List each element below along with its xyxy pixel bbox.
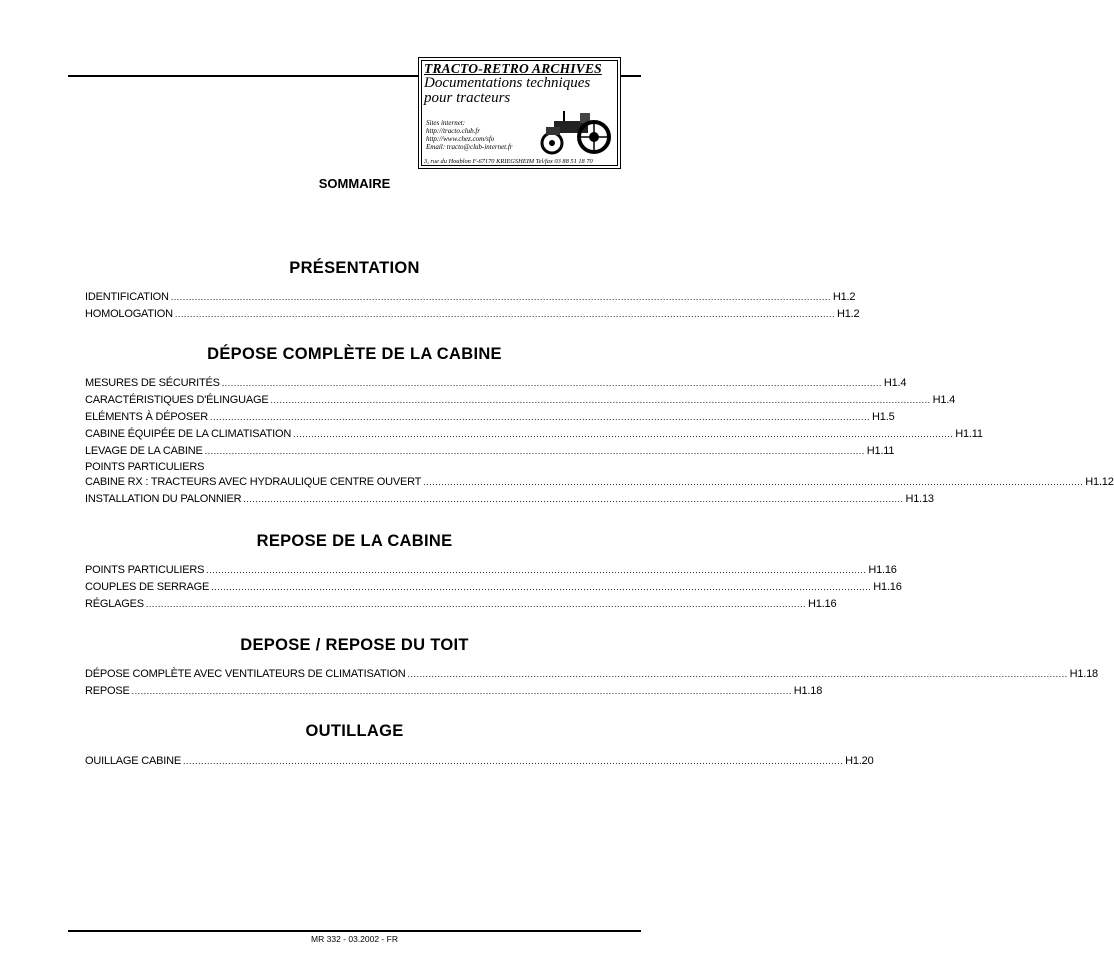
toc-entry (85, 375, 907, 392)
toc-label: CABINE ÉQUIPÉE DE LA CLIMATISATION (85, 428, 292, 440)
stamp-web-url-1: http://tracto.club.fr (426, 127, 481, 135)
toc-page: H1.20 (845, 755, 874, 767)
leader-dots: ............................................................................................................................................................................................................................ (204, 446, 865, 456)
toc-page: H1.4 (932, 394, 956, 406)
toc-entry (85, 289, 856, 306)
toc-entry (85, 392, 956, 409)
toc-page: H1.2 (832, 291, 856, 303)
toc-page: H1.12 (1085, 476, 1114, 488)
stamp-subtitle-2: pour tracteurs (424, 90, 511, 106)
stamp-web-url-2: http://www.chez.com/sfo (426, 135, 495, 143)
toc-outillage (85, 753, 874, 770)
toc-entry (85, 306, 860, 323)
toc-page: H1.11 (955, 428, 983, 440)
stamp-address: 3, rue du Houblon F-67170 KRIEGSHEIM Tel/fax 03 88 51 18 70 (424, 158, 593, 165)
toc-label: OUILLAGE CABINE (85, 755, 182, 767)
toc-entry (85, 579, 902, 596)
toc-page: H1.16 (808, 598, 837, 610)
toc-presentation (85, 289, 860, 323)
toc-entry (85, 753, 874, 770)
toc-label: RÉGLAGES (85, 598, 144, 610)
leader-dots: ............................................................................................................................................................................................................................ (270, 395, 931, 405)
toc-page: H1.13 (905, 493, 934, 505)
toc-page: H1.2 (836, 308, 860, 320)
leader-dots: ............................................................................................................................................................................................................................ (145, 599, 807, 609)
section-title-toit: DEPOSE / REPOSE DU TOIT (240, 636, 469, 654)
toc-entry (85, 426, 983, 443)
toc-entry (85, 562, 897, 579)
leader-dots: ............................................................................................................................................................................................................................ (243, 494, 904, 504)
toc-entry (85, 443, 895, 460)
toc-label: MESURES DE SÉCURITÉS (85, 377, 220, 389)
toc-entry (85, 596, 837, 613)
toc-label: HOMOLOGATION (85, 308, 173, 320)
page-title: SOMMAIRE (318, 176, 391, 191)
toc-label: DÉPOSE COMPLÈTE AVEC VENTILATEURS DE CLIMATISATION (85, 668, 406, 680)
leader-dots: ............................................................................................................................................................................................................................ (209, 412, 871, 422)
toc-label: INSTALLATION DU PALONNIER (85, 493, 242, 505)
leader-dots: ............................................................................................................................................................................................................................ (183, 756, 844, 766)
toc-label: POINTS PARTICULIERS (85, 564, 205, 576)
leader-dots: ............................................................................................................................................................................................................................ (407, 669, 1068, 679)
toc-subheading: POINTS PARTICULIERS (85, 461, 205, 473)
toc-label: COUPLES DE SERRAGE (85, 581, 210, 593)
stamp-subtitle-1: Documentations techniques (424, 75, 591, 91)
footer-reference: MR 332 - 03.2002 - FR (311, 934, 398, 944)
toc-label: IDENTIFICATION (85, 291, 169, 303)
section-title-presentation: PRÉSENTATION (289, 259, 420, 277)
toc-entry (85, 666, 1098, 683)
toc-label: ELÉMENTS À DÉPOSER (85, 411, 208, 423)
leader-dots: ............................................................................................................................................................................................................................ (221, 378, 882, 388)
bottom-rule (68, 930, 641, 932)
toc-label: CARACTÉRISTIQUES D'ÉLINGUAGE (85, 394, 269, 406)
leader-dots: ............................................................................................................................................................................................................................ (293, 429, 954, 439)
leader-dots: ............................................................................................................................................................................................................................ (174, 309, 835, 319)
archive-stamp (418, 57, 621, 169)
leader-dots: ............................................................................................................................................................................................................................ (206, 565, 867, 575)
leader-dots: ............................................................................................................................................................................................................................ (131, 686, 792, 696)
section-title-repose-cabine: REPOSE DE LA CABINE (256, 532, 453, 550)
toc-page: H1.16 (873, 581, 902, 593)
toc-label: CABINE RX : TRACTEURS AVEC HYDRAULIQUE CENTRE OUVERT (85, 476, 422, 488)
toc-entry (85, 474, 1114, 491)
toc-repose-cabine (85, 562, 902, 613)
toc-label: REPOSE (85, 685, 130, 697)
toc-depose-cabine (85, 375, 1114, 508)
leader-dots: ............................................................................................................................................................................................................................ (170, 292, 831, 302)
stamp-websites (426, 119, 513, 151)
toc-page: H1.18 (793, 685, 823, 697)
stamp-web-heading: Sites internet: (426, 119, 466, 127)
section-title-outillage: OUTILLAGE (305, 722, 404, 740)
toc-entry (85, 683, 823, 700)
toc-page: H1.18 (1069, 668, 1098, 680)
toc-toit (85, 666, 1098, 700)
toc-page: H1.4 (883, 377, 907, 389)
stamp-email: Email: tracto@club-internet.fr (426, 143, 513, 151)
toc-entry (85, 409, 895, 426)
stamp-title: TRACTO-RETRO ARCHIVES (424, 61, 602, 76)
toc-page: H1.11 (866, 445, 895, 457)
leader-dots: ............................................................................................................................................................................................................................ (211, 582, 872, 592)
toc-page: H1.16 (868, 564, 897, 576)
toc-page: H1.5 (872, 411, 895, 423)
leader-dots: ............................................................................................................................................................................................................................ (423, 477, 1084, 487)
tractor-icon (534, 107, 614, 157)
toc-entry (85, 491, 934, 508)
section-title-depose-cabine: DÉPOSE COMPLÈTE DE LA CABINE (207, 345, 502, 363)
toc-label: LEVAGE DE LA CABINE (85, 445, 203, 457)
